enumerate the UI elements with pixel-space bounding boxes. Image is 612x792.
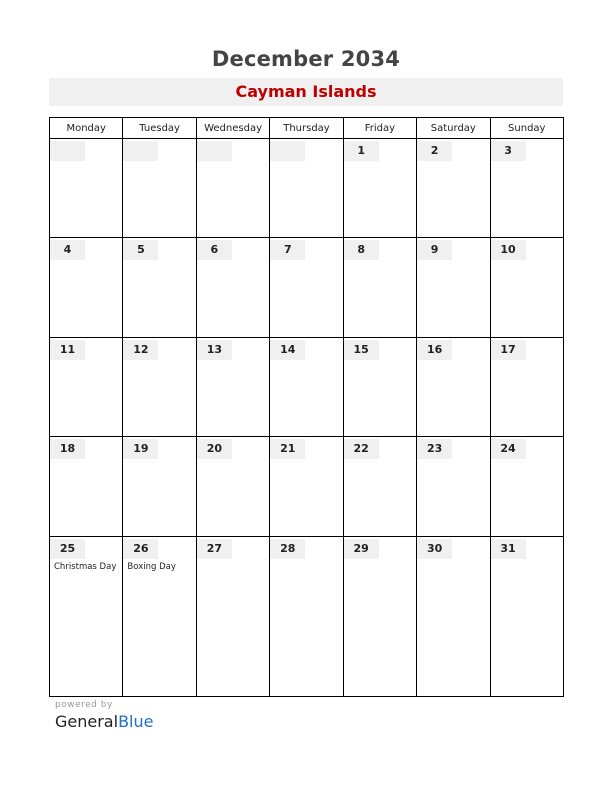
day-number: 12 <box>123 340 158 360</box>
day-number: 26 <box>123 539 158 559</box>
day-number: 15 <box>344 340 379 360</box>
weekday-header: Wednesday <box>196 118 269 139</box>
day-cell <box>123 337 196 436</box>
calendar-grid <box>49 117 564 697</box>
day-number: 16 <box>417 340 452 360</box>
day-number: 21 <box>270 439 305 459</box>
day-number: 27 <box>197 539 232 559</box>
day-number <box>197 141 232 161</box>
day-cell <box>50 139 123 238</box>
page-title: December 2034 <box>211 47 401 71</box>
day-cell <box>196 139 269 238</box>
day-number: 11 <box>50 340 85 360</box>
day-cell <box>270 139 343 238</box>
week-row <box>50 337 564 436</box>
day-number: 10 <box>491 240 526 260</box>
day-cell <box>123 437 196 536</box>
powered-by-label: powered by <box>55 700 113 710</box>
day-cell <box>490 337 563 436</box>
day-cell <box>417 437 490 536</box>
day-cell <box>490 437 563 536</box>
day-cell <box>196 337 269 436</box>
day-number: 24 <box>491 439 526 459</box>
holiday-label: Christmas Day <box>54 561 117 572</box>
brand-logo[interactable] <box>55 712 153 731</box>
weekday-header: Monday <box>50 118 123 139</box>
day-cell <box>417 337 490 436</box>
day-cell <box>417 139 490 238</box>
day-number: 2 <box>417 141 452 161</box>
day-cell <box>343 437 416 536</box>
day-cell <box>270 337 343 436</box>
day-cell <box>50 437 123 536</box>
day-number: 23 <box>417 439 452 459</box>
day-number: 20 <box>197 439 232 459</box>
week-row <box>50 536 564 696</box>
day-cell <box>343 139 416 238</box>
day-cell <box>196 536 269 696</box>
weekday-header: Friday <box>343 118 416 139</box>
weekday-header: Tuesday <box>123 118 196 139</box>
day-number: 3 <box>491 141 526 161</box>
day-cell <box>196 437 269 536</box>
day-cell <box>123 536 196 696</box>
day-number: 28 <box>270 539 305 559</box>
day-cell <box>417 238 490 337</box>
day-number: 25 <box>50 539 85 559</box>
day-number <box>50 141 85 161</box>
day-number: 22 <box>344 439 379 459</box>
day-number: 17 <box>491 340 526 360</box>
day-number: 5 <box>123 240 158 260</box>
day-number: 14 <box>270 340 305 360</box>
day-cell <box>490 139 563 238</box>
day-cell <box>343 337 416 436</box>
day-number: 9 <box>417 240 452 260</box>
day-number: 19 <box>123 439 158 459</box>
day-cell <box>270 238 343 337</box>
day-number <box>270 141 305 161</box>
day-number: 29 <box>344 539 379 559</box>
day-cell <box>343 536 416 696</box>
brand-name-part1: General <box>55 712 119 731</box>
country-title: Cayman Islands <box>49 78 563 106</box>
day-number: 13 <box>197 340 232 360</box>
day-number: 31 <box>491 539 526 559</box>
day-number: 7 <box>270 240 305 260</box>
day-cell <box>490 536 563 696</box>
day-cell <box>270 437 343 536</box>
weekday-header: Sunday <box>490 118 563 139</box>
day-number: 6 <box>197 240 232 260</box>
weekday-header: Thursday <box>270 118 343 139</box>
day-cell <box>270 536 343 696</box>
holiday-label: Boxing Day <box>127 561 176 572</box>
day-cell <box>50 337 123 436</box>
day-cell <box>50 536 123 696</box>
day-cell <box>123 238 196 337</box>
day-cell <box>417 536 490 696</box>
day-number: 4 <box>50 240 85 260</box>
day-number: 8 <box>344 240 379 260</box>
day-number: 1 <box>344 141 379 161</box>
day-cell <box>343 238 416 337</box>
brand-name-part2: Blue <box>118 712 154 731</box>
week-row <box>50 437 564 536</box>
week-row <box>50 238 564 337</box>
day-cell <box>50 238 123 337</box>
weekday-header-row <box>50 118 564 139</box>
day-cell <box>490 238 563 337</box>
day-cell <box>123 139 196 238</box>
footer <box>55 700 153 731</box>
day-number <box>123 141 158 161</box>
day-number: 30 <box>417 539 452 559</box>
day-cell <box>196 238 269 337</box>
week-row <box>50 139 564 238</box>
weekday-header: Saturday <box>417 118 490 139</box>
day-number: 18 <box>50 439 85 459</box>
